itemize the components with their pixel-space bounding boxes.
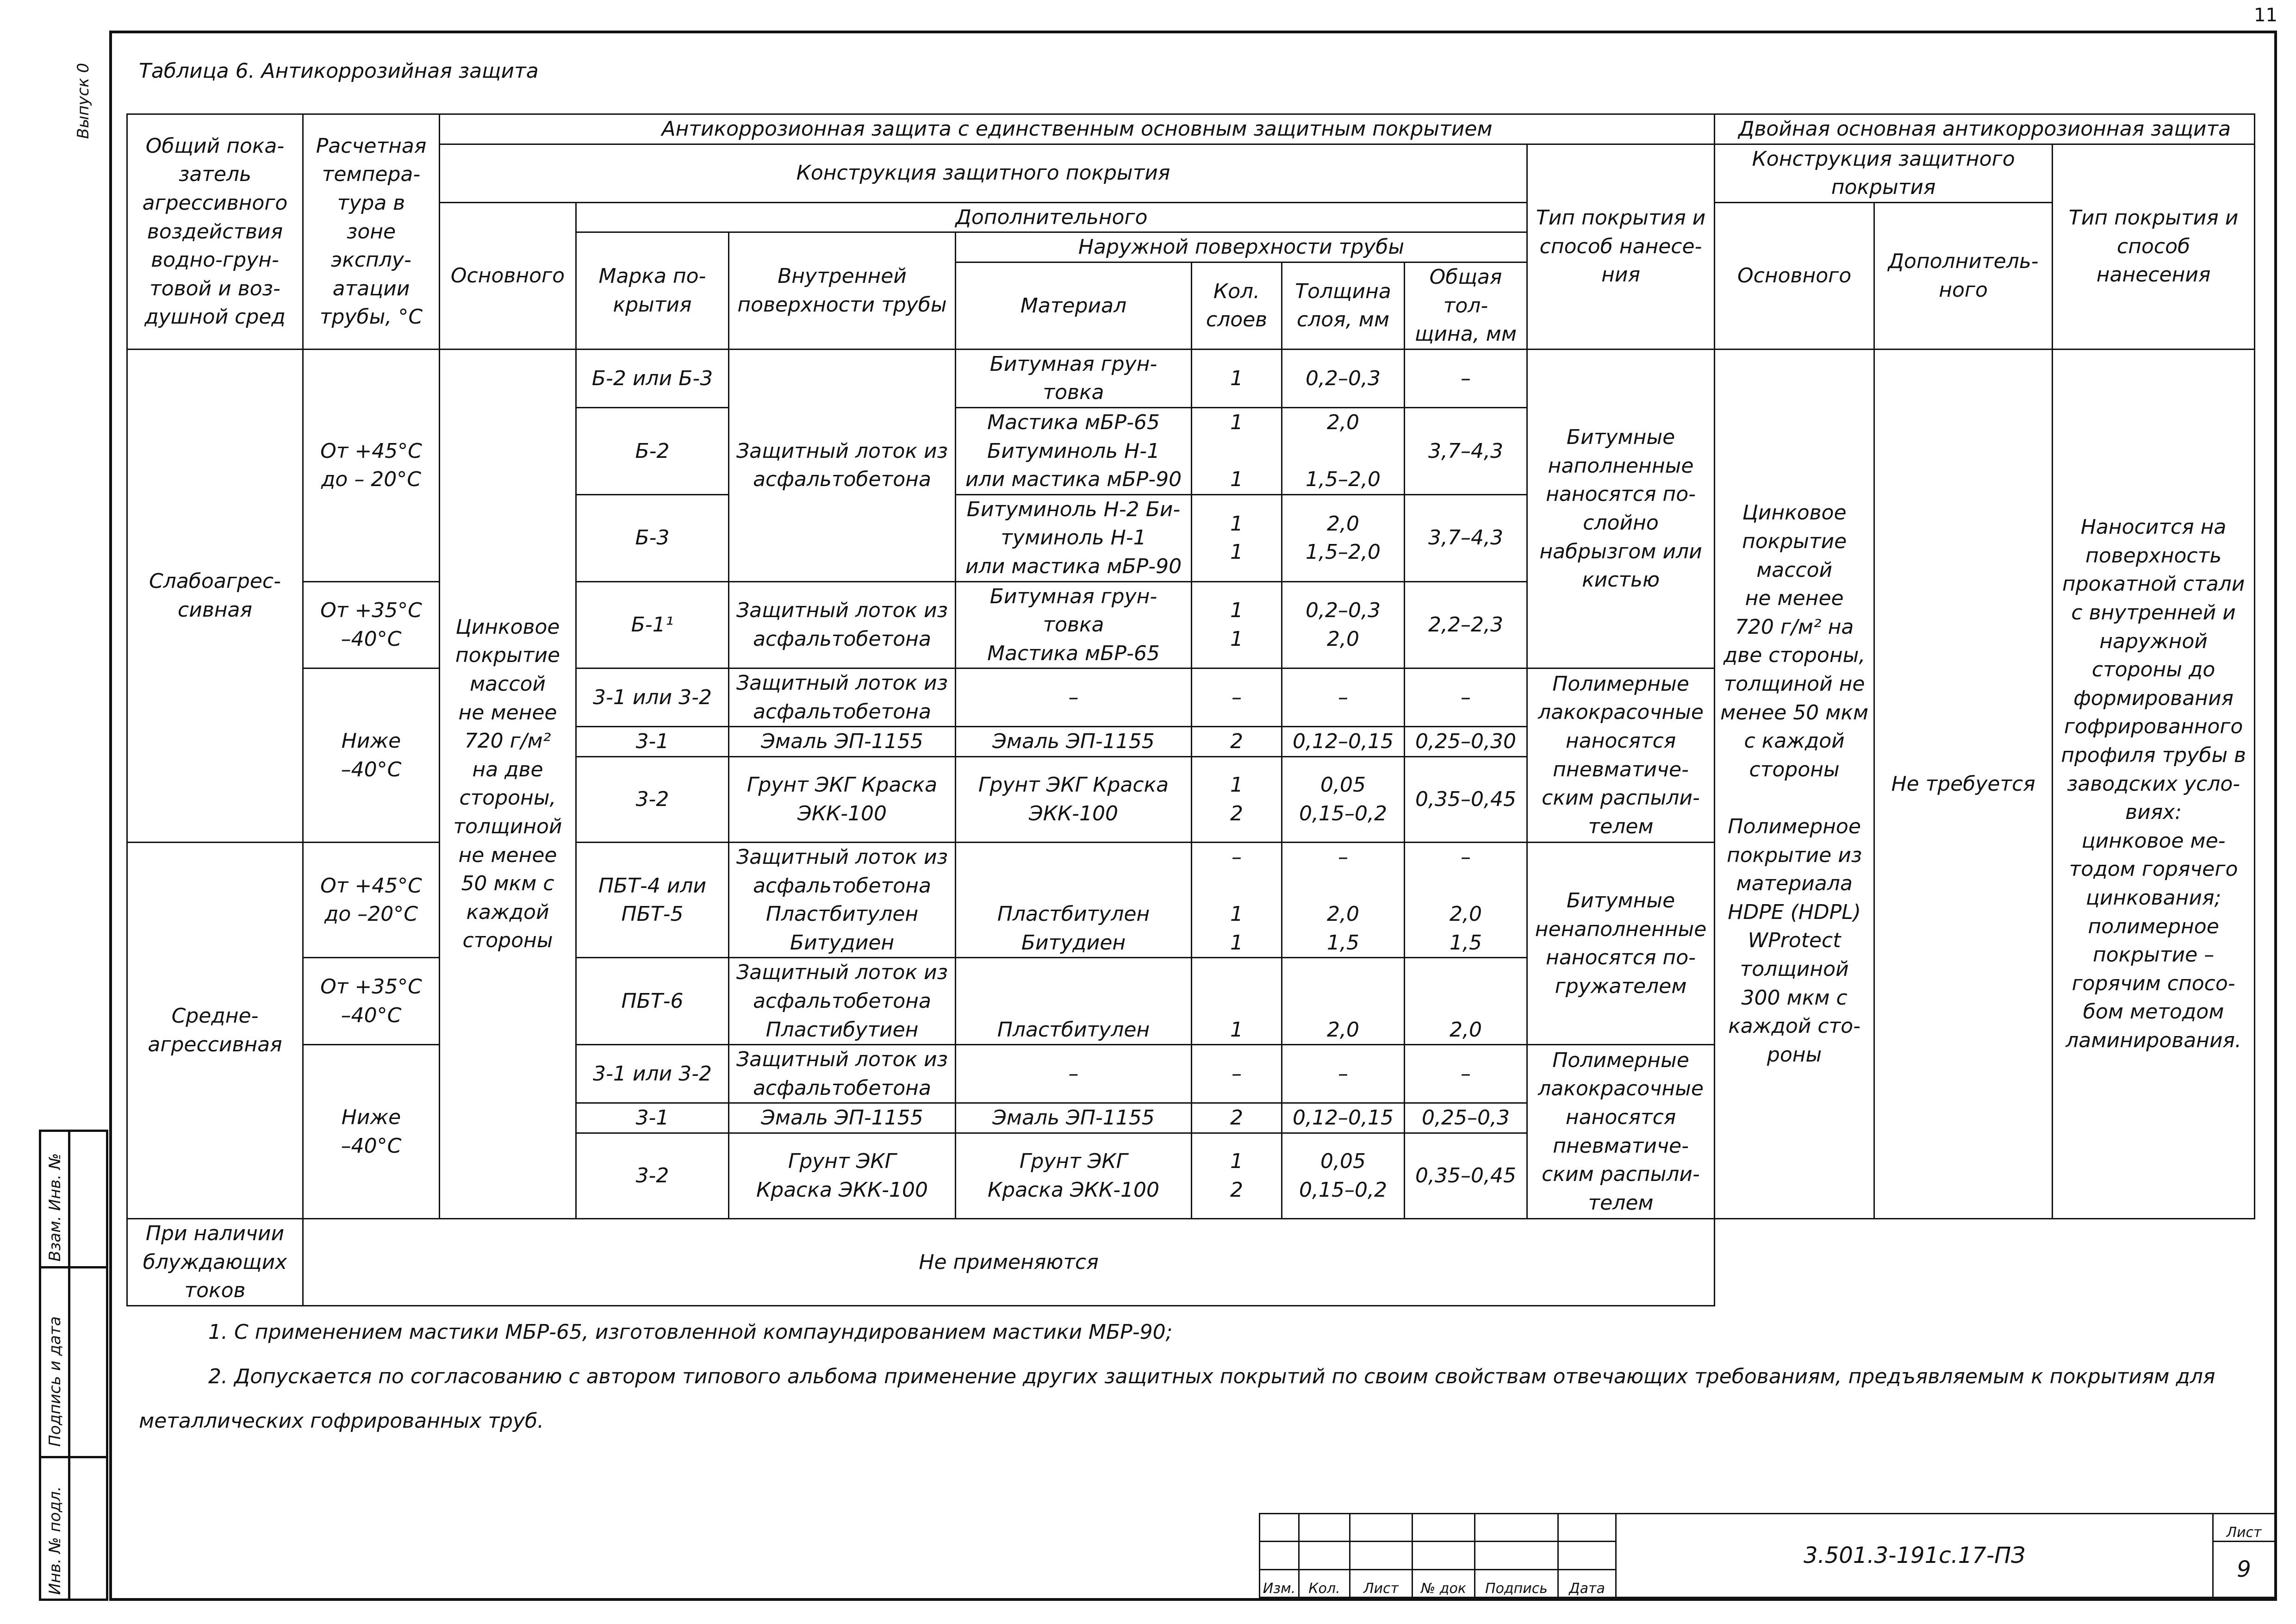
header-outer: Наружной поверхности трубы — [956, 232, 1527, 262]
header-double-construction: Конструкция защитного покрытия — [1715, 144, 2053, 202]
cell-material: Битумная грун- товка Мастика мБР-65 — [956, 581, 1192, 668]
cell-layers: 1 1 — [1192, 494, 1282, 581]
cell-medium: Средне- агрессивная — [127, 843, 303, 1219]
cell-material: Пластбитулен — [956, 958, 1192, 1045]
header-type-method: Тип покрытия и способ нанесе- ния — [1527, 144, 1715, 349]
cell-thickness: 2,0 1,5–2,0 — [1282, 407, 1405, 494]
header-inner: Внутренней поверхности трубы — [729, 232, 956, 349]
cell-brand: ПБТ-4 или ПБТ-5 — [576, 843, 729, 958]
inv-podl-label: Инв. № подл. — [46, 1486, 64, 1595]
cell-double-type: Наносится на поверхность прокатной стали с внутренней и наружной стороны до формирования гофрированного профиля трубы в заводских усло- виях: цинковое ме- тодом горячего цинкования; полимерное покрытие – горячим спосо- бом методом ламинирования. — [2053, 349, 2255, 1218]
cell-layers: 1 2 — [1192, 757, 1282, 843]
cell-type-polymer: Полимерные лакокрасочные наносятся пневматиче- ским распыли- телем — [1527, 1045, 1715, 1219]
cell-thickness: 0,05 0,15–0,2 — [1282, 757, 1405, 843]
cell-double-main: Цинковое покрытие массой не менее 720 г/м² на две стороны, толщиной не менее 50 мкм с каждой стороны Полимерное покрытие из материала HDPE (HDPL) WProtect толщиной 300 мкм с каждой сто- роны — [1715, 349, 1874, 1218]
cell-material: – — [956, 668, 1192, 727]
stamp-izm: Изм. — [1260, 1569, 1299, 1597]
cell-material: Битуминоль Н-2 Би- туминоль Н-1 или мастика мБР-90 — [956, 494, 1192, 581]
cell-double-additional: Не требуется — [1874, 349, 2053, 1218]
cell-layers: 1 2 — [1192, 1133, 1282, 1219]
cell-layers: 1 1 — [1192, 581, 1282, 668]
cell-layers: – — [1192, 668, 1282, 727]
cell-thickness: 2,0 1,5–2,0 — [1282, 494, 1405, 581]
cell-inner: Защитный лоток из асфальтобетона — [729, 1045, 956, 1103]
header-total: Общая тол- щина, мм — [1405, 262, 1527, 349]
cell-total: 2,2–2,3 — [1405, 581, 1527, 668]
title-block — [1259, 1513, 2274, 1598]
cell-material: Битумная грун- товка — [956, 349, 1192, 407]
header-general: Общий пока- затель агрессивного воздействия водно-грун- товой и воз- душной сред — [127, 114, 303, 350]
sheet-value: 9 — [2213, 1542, 2275, 1598]
note-2-continuation: металлических гофрированных труб. — [139, 1409, 544, 1433]
table-caption: Таблица 6. Антикоррозийная защита — [139, 59, 539, 83]
cell-temp-1: От +45°С до – 20°С — [303, 349, 440, 581]
vzam-inv-label: Взам. Инв. № — [46, 1153, 64, 1262]
cell-total: – — [1405, 349, 1527, 407]
cell-layers: 2 — [1192, 727, 1282, 757]
cell-brand: Б-1¹ — [576, 581, 729, 668]
cell-type-bitumen-unfilled: Битумные ненаполненные наносятся по- гружателем — [1527, 843, 1715, 1045]
cell-inner: Грунт ЭКГ Краска ЭКК-100 — [729, 1133, 956, 1219]
cell-inner: Защитный лоток из асфальтобетона Пластибутиен — [729, 958, 956, 1045]
cell-thickness: 2,0 — [1282, 958, 1405, 1045]
cell-material: Пластбитулен Битудиен — [956, 843, 1192, 958]
header-main: Основного — [440, 202, 576, 349]
cell-stray-value: Не применяются — [303, 1219, 1715, 1306]
cell-thickness: 0,2–0,3 — [1282, 349, 1405, 407]
cell-temp-2: От +35°С –40°С — [303, 581, 440, 668]
cell-layers: – 1 1 — [1192, 843, 1282, 958]
cell-inner: Эмаль ЭП-1155 — [729, 727, 956, 757]
note-1: 1. С применением мастики МБР-65, изготовленной компаундированием мастики МБР-90; — [208, 1320, 1173, 1344]
cell-layers: 1 1 — [1192, 407, 1282, 494]
cell-total: – — [1405, 1045, 1527, 1103]
header-double-main: Основного — [1715, 202, 1874, 349]
document-code: 3.501.3-191с.17-ПЗ — [1616, 1514, 2213, 1598]
cell-layers: 1 — [1192, 349, 1282, 407]
cell-type-bitumen-filled: Битумные наполненные наносятся по- слойно набрызгом или кистью — [1527, 349, 1715, 668]
header-double-protection: Двойная основная антикоррозионная защита — [1715, 114, 2255, 144]
header-temperature: Расчетная темпера- тура в зоне эксплу- атации трубы, °С — [303, 114, 440, 350]
stamp-kol: Кол. — [1299, 1569, 1350, 1597]
cell-brand: 3-1 — [576, 1103, 729, 1133]
header-material: Материал — [956, 262, 1192, 349]
cell-stray: При наличии блуждающих токов — [127, 1219, 303, 1306]
cell-inner: Защитный лоток из асфальтобетона Пластбитулен Битудиен — [729, 843, 956, 958]
stamp-ndok: № док — [1412, 1569, 1475, 1597]
cell-total: – — [1405, 668, 1527, 727]
cell-total: 0,25–0,3 — [1405, 1103, 1527, 1133]
cell-inner: Эмаль ЭП-1155 — [729, 1103, 956, 1133]
stamp-podpis: Подпись — [1475, 1569, 1558, 1597]
header-additional: Дополнительного — [576, 202, 1527, 232]
cell-brand: 3-1 или 3-2 — [576, 668, 729, 727]
cell-main-coating: Цинковое покрытие массой не менее 720 г/м² на две стороны, толщиной не менее 50 мкм с каждой стороны — [440, 349, 576, 1218]
cell-thickness: 0,2–0,3 2,0 — [1282, 581, 1405, 668]
cell-temp-4: От +45°С до –20°С — [303, 843, 440, 958]
cell-temp-6: Ниже –40°С — [303, 1045, 440, 1219]
cell-total: 3,7–4,3 — [1405, 407, 1527, 494]
cell-inner: Защитный лоток из асфальтобетона — [729, 668, 956, 727]
cell-temp-5: От +35°С –40°С — [303, 958, 440, 1045]
cell-thickness: – — [1282, 1045, 1405, 1103]
cell-material: Эмаль ЭП-1155 — [956, 727, 1192, 757]
cell-material: Мастика мБР-65 Битуминоль Н-1 или мастика мБР-90 — [956, 407, 1192, 494]
top-sheet-number: 11 — [2254, 5, 2277, 26]
podpis-data-label: Подпись и дата — [46, 1316, 64, 1447]
cell-total: 0,25–0,30 — [1405, 727, 1527, 757]
header-thickness: Толщина слоя, мм — [1282, 262, 1405, 349]
notes — [139, 1310, 2245, 1443]
header-layers: Кол. слоев — [1192, 262, 1282, 349]
cell-layers: – — [1192, 1045, 1282, 1103]
cell-brand: 3-1 или 3-2 — [576, 1045, 729, 1103]
cell-brand: ПБТ-6 — [576, 958, 729, 1045]
sheet-label: Лист — [2213, 1514, 2275, 1542]
cell-brand: 3-1 — [576, 727, 729, 757]
cell-total: 0,35–0,45 — [1405, 757, 1527, 843]
cell-material: Грунт ЭКГ Краска ЭКК-100 — [956, 757, 1192, 843]
cell-brand: 3-2 — [576, 757, 729, 843]
cell-thickness: – 2,0 1,5 — [1282, 843, 1405, 958]
cell-thickness: 0,12–0,15 — [1282, 727, 1405, 757]
cell-material: Эмаль ЭП-1155 — [956, 1103, 1192, 1133]
cell-inner: Защитный лоток из асфальтобетона — [729, 581, 956, 668]
cell-brand: Б-2 или Б-3 — [576, 349, 729, 407]
cell-brand: Б-3 — [576, 494, 729, 581]
cell-thickness: – — [1282, 668, 1405, 727]
cell-total: 0,35–0,45 — [1405, 1133, 1527, 1219]
header-single-protection: Антикоррозионная защита с единственным основным защитным покрытием — [440, 114, 1715, 144]
cell-type-polymer: Полимерные лакокрасочные наносятся пневматиче- ским распыли- телем — [1527, 668, 1715, 843]
header-double-type: Тип покрытия и способ нанесения — [2053, 144, 2255, 349]
cell-layers: 1 — [1192, 958, 1282, 1045]
cell-total: 2,0 — [1405, 958, 1527, 1045]
corrosion-protection-table — [126, 113, 2255, 1306]
stamp-list: Лист — [1350, 1569, 1412, 1597]
cell-inner: Грунт ЭКГ Краска ЭКК-100 — [729, 757, 956, 843]
header-double-additional: Дополнитель- ного — [1874, 202, 2053, 349]
cell-brand: 3-2 — [576, 1133, 729, 1219]
cell-weak: Слабоагрес- сивная — [127, 349, 303, 842]
left-stamp-box — [39, 1130, 108, 1601]
note-2: 2. Допускается по согласованию с автором типового альбома применение других защитных покрытий по своим свойствам отвечающих требованиям, предъявляемым к покрытиям для — [208, 1365, 2215, 1388]
header-brand: Марка по- крытия — [576, 232, 729, 349]
cell-temp-3: Ниже –40°С — [303, 668, 440, 843]
cell-total: 3,7–4,3 — [1405, 494, 1527, 581]
header-construction: Конструкция защитного покрытия — [440, 144, 1527, 202]
cell-material: Грунт ЭКГ Краска ЭКК-100 — [956, 1133, 1192, 1219]
cell-material: – — [956, 1045, 1192, 1103]
cell-brand: Б-2 — [576, 407, 729, 494]
issue-label: Выпуск 0 — [74, 62, 93, 139]
cell-thickness: 0,12–0,15 — [1282, 1103, 1405, 1133]
cell-inner: Защитный лоток из асфальтобетона — [729, 349, 956, 581]
stamp-data: Дата — [1558, 1569, 1616, 1597]
cell-layers: 2 — [1192, 1103, 1282, 1133]
cell-thickness: 0,05 0,15–0,2 — [1282, 1133, 1405, 1219]
cell-total: – 2,0 1,5 — [1405, 843, 1527, 958]
